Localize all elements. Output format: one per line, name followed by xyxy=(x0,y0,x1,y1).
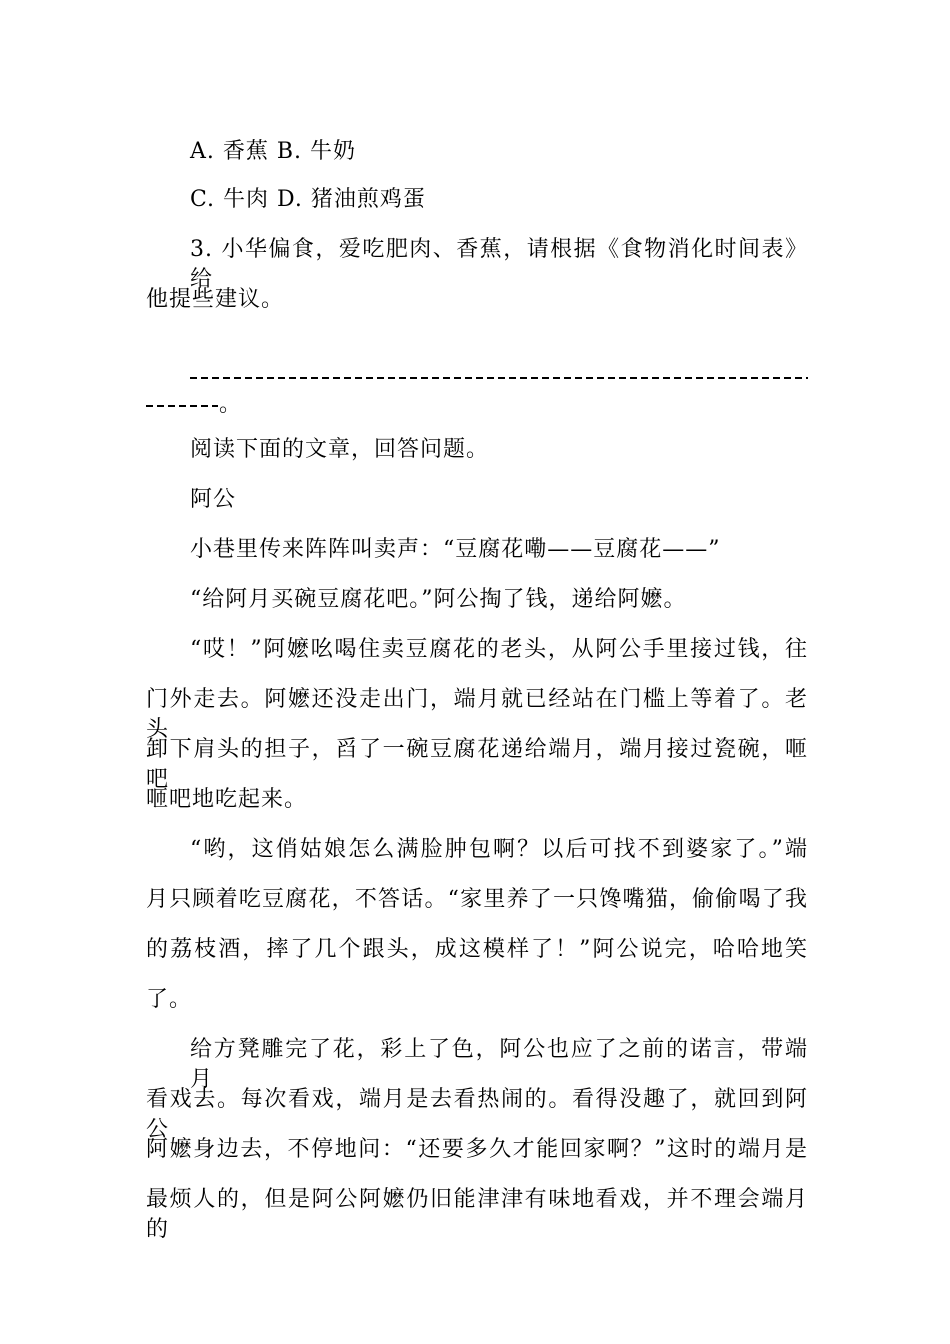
paragraph-3-line-3: 卸下肩头的担子，舀了一碗豆腐花递给端月，端月接过瓷碗，咂吧 xyxy=(146,737,808,792)
paragraph-3-line-4: 咂吧地吃起来。 xyxy=(146,787,308,812)
paragraph-1-line-1: 小巷里传来阵阵叫卖声：“豆腐花嘞——豆腐花——” xyxy=(190,537,721,562)
paragraph-4-line-1: “哟，这俏姑娘怎么满脸肿包啊？以后可找不到婆家了。”端 xyxy=(190,837,808,862)
paragraph-5-line-4: 最烦人的，但是阿公阿嬷仍旧能津津有味地看戏，并不理会端月的 xyxy=(146,1187,808,1242)
choices-cd: C. 牛肉 D. 猪油煎鸡蛋 xyxy=(190,187,426,212)
paragraph-4-line-4: 了。 xyxy=(146,987,193,1012)
answer-blank-line xyxy=(190,377,808,379)
paragraph-3-line-1: “哎！”阿嬷吆喝住卖豆腐花的老头，从阿公手里接过钱，往 xyxy=(190,637,808,662)
paragraph-5-line-1: 给方凳雕完了花，彩上了色，阿公也应了之前的诺言，带端月 xyxy=(190,1037,808,1092)
answer-blank-line-continued xyxy=(146,405,218,407)
reading-instruction: 阅读下面的文章，回答问题。 xyxy=(190,437,490,462)
paragraph-4-line-2: 月只顾着吃豆腐花，不答话。“家里养了一只馋嘴猫，偷偷喝了我 xyxy=(146,887,808,912)
paragraph-2-line-1: “给阿月买碗豆腐花吧。”阿公掏了钱，递给阿嬷。 xyxy=(190,587,687,612)
question-3-line-1: 3. 小华偏食，爱吃肥肉、香蕉，请根据《食物消化时间表》给 xyxy=(190,237,808,292)
paragraph-5-line-3: 阿嬷身边去，不停地问：“还要多久才能回家啊？”这时的端月是 xyxy=(146,1137,808,1162)
paragraph-4-line-3: 的荔枝酒，摔了几个跟头，成这模样了！”阿公说完，哈哈地笑 xyxy=(146,937,808,962)
paragraph-3-line-2: 门外走去。阿嬷还没走出门，端月就已经站在门槛上等着了。老头 xyxy=(146,687,808,742)
choices-ab: A. 香蕉 B. 牛奶 xyxy=(190,139,357,164)
paragraph-5-line-2: 看戏去。每次看戏，端月是去看热闹的。看得没趣了，就回到阿公 xyxy=(146,1087,808,1142)
article-title: 阿公 xyxy=(190,487,237,512)
answer-blank-end: 。 xyxy=(219,392,242,417)
question-3-line-2: 他提些建议。 xyxy=(146,287,285,312)
